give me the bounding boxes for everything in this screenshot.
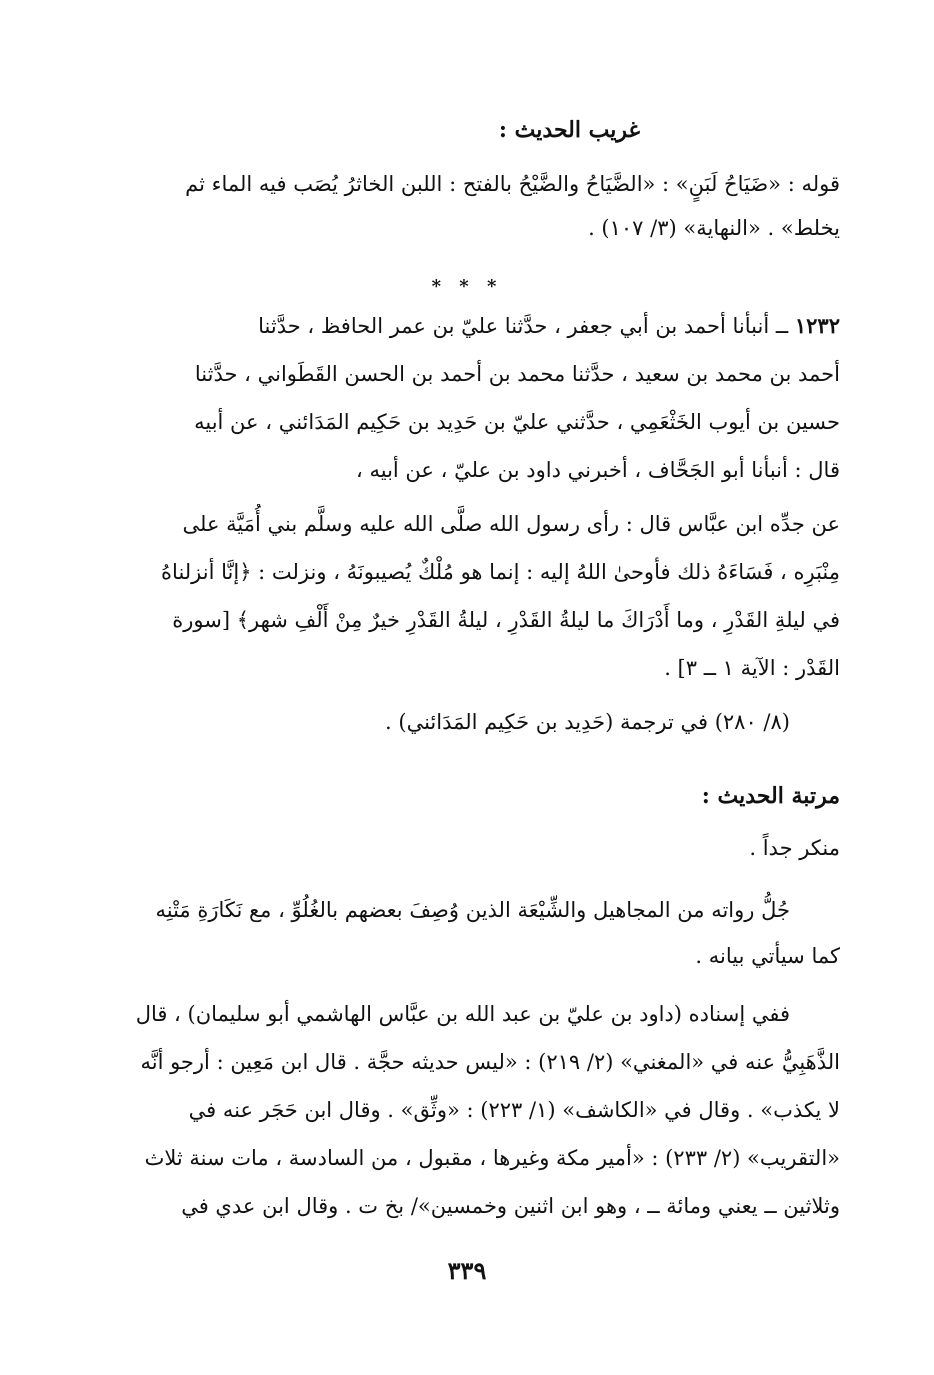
reference-line: (٨/ ٢٨٠) في ترجمة (حَدِيد بن حَكِيم المَدَائني) . [385, 710, 790, 734]
section-separator: * * * [431, 276, 503, 297]
hadith-line-2: أحمد بن محمد بن سعيد ، حدَّثنا محمد بن أحمد بن الحسن القَطَواني ، حدَّثنا [194, 362, 840, 386]
gharib-line-1: قوله : «ضَيَاحُ لَبَنٍ» : «الضَّيَاحُ والضَّيْحُ بالفتح : اللبن الخاثرُ يُصَب فيه الماء ثم [185, 172, 840, 196]
isnad-line-2: الذَّهَبِيُّ عنه في «المغني» (٢/ ٢١٩) : «ليس حديثه حجَّة . قال ابن مَعِين : أرجو أنَّه [140, 1050, 840, 1074]
hadith-line-7: في ليلةِ القَدْرِ ، وما أَدْرَاكَ ما ليلةُ القَدْرِ ، ليلةُ القَدْرِ خيرٌ مِنْ أَلْفِ شهر﴾ [سورة [172, 608, 840, 632]
gharib-heading: غريب الحديث : [498, 117, 640, 143]
hadith-line-3: حسين بن أيوب الخَثْعَمِي ، حدَّثني عليّ بن حَدِيد بن حَكِيم المَدَائني ، عن أبيه [194, 410, 840, 434]
isnad-line-3: لا يكذب» . وقال في «الكاشف» (١/ ٢٢٣) : «وثِّق» . وقال ابن حَجَر عنه في [188, 1098, 840, 1122]
isnad-line-1: ففي إسناده (داود بن عليّ بن عبد الله بن عبَّاس الهاشمي أبو سليمان) ، قال [135, 1002, 790, 1026]
hadith-line-4: قال : أنبأنا أبو الجَحَّاف ، أخبرني داود بن عليّ ، عن أبيه ، [356, 458, 840, 482]
hadith-line-1 [100, 306, 840, 346]
hadith-line-5: عن جدِّه ابن عبَّاس قال : رأى رسول الله صلَّى الله عليه وسلَّم بني أُمَيَّة على [182, 512, 840, 536]
hadith-number: ١٢٣٢ [794, 313, 840, 338]
ruling-verdict: منكر جداً . [749, 836, 840, 860]
narrators-line-1: جُلُّ رواته من المجاهيل والشِّيْعَة الذين وُصِفَ بعضهم بالغُلُوِّ ، مع نَكَارَةِ مَتْنِه [155, 898, 790, 922]
isnad-line-4: «التقريب» (٢/ ٢٣٣) : «أمير مكة وغيرها ، مقبول ، من السادسة ، مات سنة ثلاث [144, 1146, 840, 1170]
hadith-line-1-text: أنبأنا أحمد بن أبي جعفر ، حدَّثنا عليّ بن عمر الحافظ ، حدَّثنا [258, 314, 770, 338]
narrators-line-2: كما سيأتي بيانه . [695, 944, 840, 968]
isnad-line-5: وثلاثين ــ يعني ومائة ــ ، وهو ابن اثنين وخمسين»/ بخ ت . وقال ابن عدي في [181, 1194, 840, 1218]
page-number: ٣٣٩ [447, 1256, 487, 1285]
gharib-line-2: يخلط» . «النهاية» (٣/ ١٠٧) . [588, 216, 840, 240]
ruling-heading: مرتبة الحديث : [701, 783, 840, 809]
hadith-dash: ــ [769, 314, 789, 338]
hadith-line-8: القَدْر : الآية ١ ــ ٣] . [664, 656, 840, 680]
hadith-line-6: مِنْبَرِه ، فَسَاءَهُ ذلك فأوحىٰ اللهُ إليه : إنما هو مُلْكٌ يُصيبونَهُ ، ونزلت : ﴿إنَّا أنزلناهُ [161, 560, 840, 584]
